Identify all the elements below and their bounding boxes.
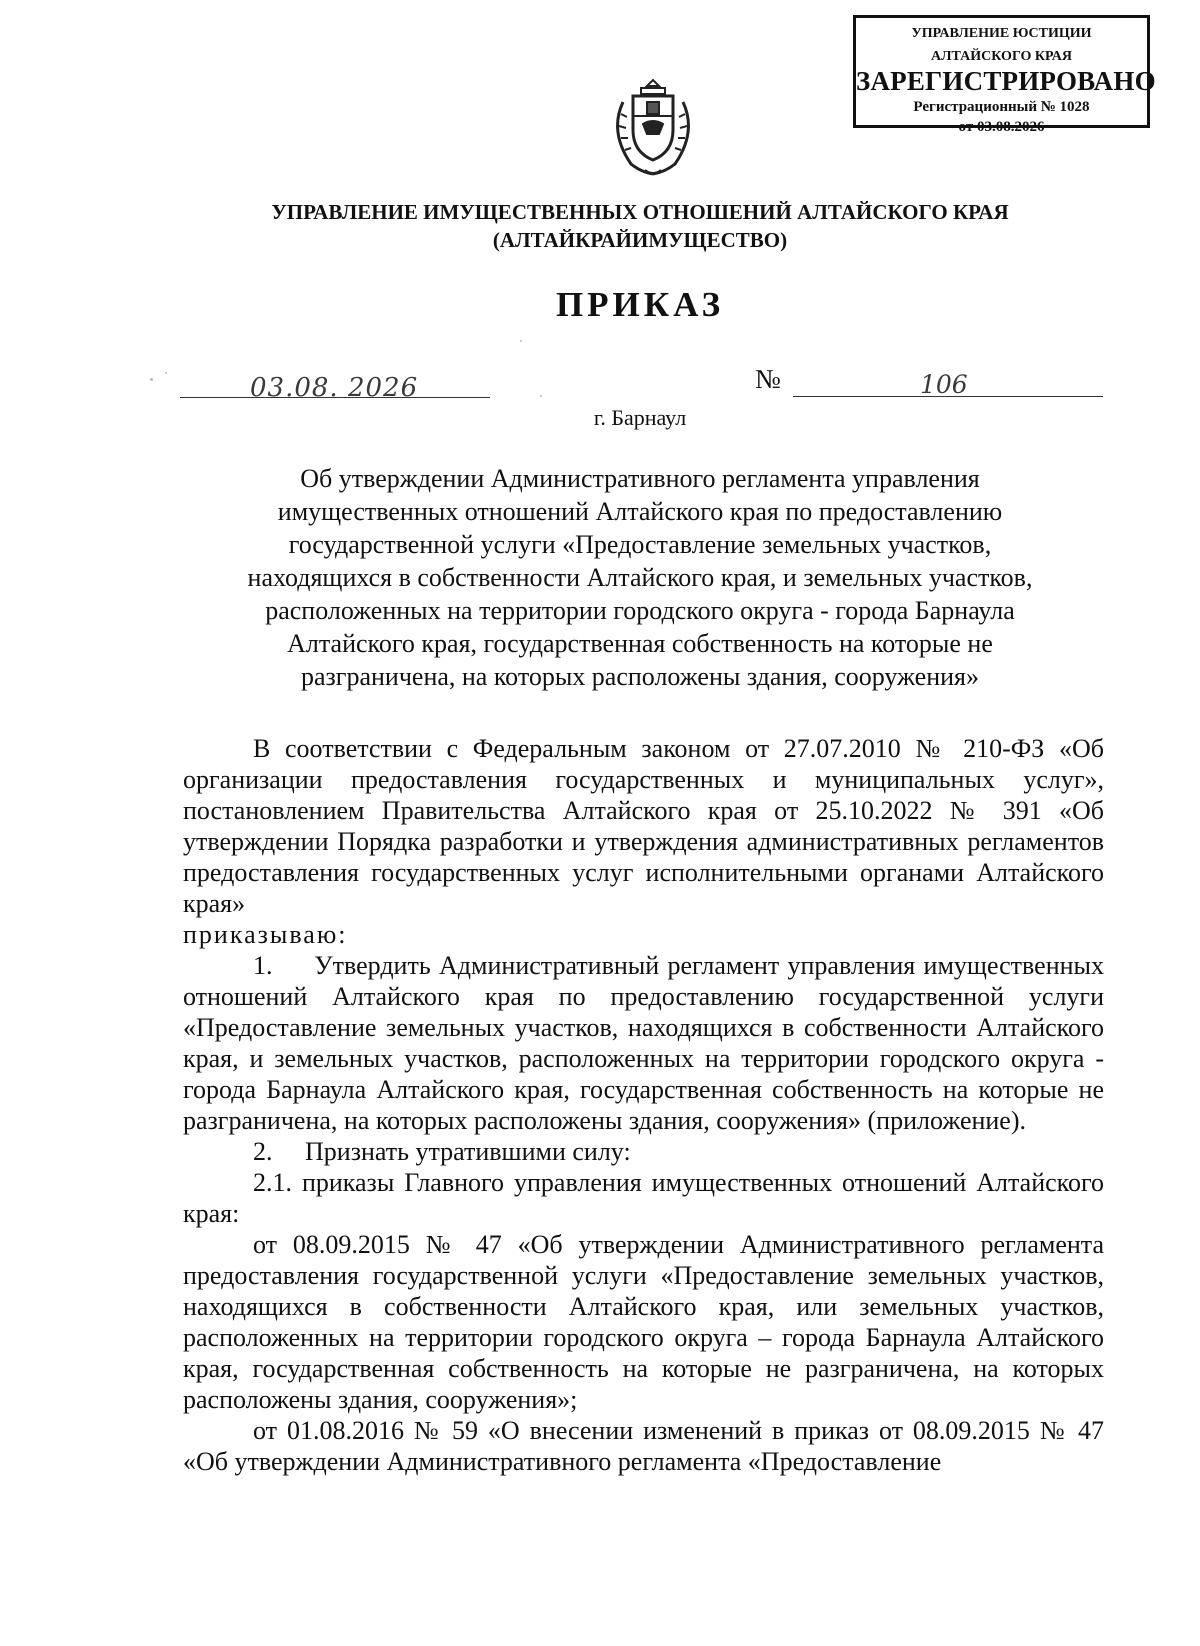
organization-name: УПРАВЛЕНИЕ ИМУЩЕСТВЕННЫХ ОТНОШЕНИЙ АЛТАЙСКОГО КРАЯ — [271, 200, 1009, 224]
organization-short-name: (АЛТАЙКРАЙИМУЩЕСТВО) — [492, 228, 788, 252]
order-subject — [130, 462, 1150, 693]
subject-line: разграничена, на которых расположены здания, сооружения» — [300, 662, 979, 691]
subject-line: имущественных отношений Алтайского края по предоставлению — [277, 497, 1003, 526]
date-underline — [180, 397, 490, 398]
order-date-handwritten: 03.08. 2026 — [250, 373, 419, 403]
subject-line: находящихся в собственности Алтайского края, и земельных участков, — [247, 563, 1033, 592]
subject-line: Алтайского края, государственная собственность на которые не — [287, 629, 993, 658]
coat-of-arms-emblem — [603, 72, 703, 178]
document-title: ПРИКАЗ — [555, 285, 725, 324]
revoked-order-2015: от 08.09.2015 № 47 «Об утверждении Административного регламента предоставления государственной услуги «Предоставление земельных участков, находящихся в собственности Алтайского края, или земельных участков, расположенных на территории городского округа – города Барнаула Алтайского края, государственная собственность на которые не разграничена, на которых расположены здания, сооружения»; — [183, 1230, 1104, 1414]
stamp-authority: УПРАВЛЕНИЕ ЮСТИЦИИ — [911, 26, 1092, 41]
order-word: приказываю: — [183, 920, 348, 949]
scan-speck — [165, 372, 167, 374]
item-2-1-paragraph: 2.1. приказы Главного управления имущественных отношений Алтайского края: — [183, 1168, 1104, 1228]
number-underline — [793, 396, 1103, 397]
order-body — [183, 733, 1104, 1477]
order-number-handwritten: 106 — [920, 370, 968, 399]
subject-line: Об утверждении Административного регламента управления — [300, 464, 980, 493]
scan-speck — [520, 340, 522, 342]
subject-line: расположенных на территории городского округа - города Барнаула — [265, 596, 1015, 625]
subject-line: государственной услуги «Предоставление земельных участков, — [288, 530, 992, 559]
stamp-status: ЗАРЕГИСТРИРОВАНО — [856, 66, 1156, 96]
scan-speck — [150, 378, 153, 381]
stamp-reg-date: от 03.08.2026 — [958, 119, 1045, 135]
city: г. Барнаул — [593, 405, 687, 430]
item-2-paragraph: 2. Признать утратившими силу: — [253, 1137, 631, 1166]
scan-speck — [540, 395, 542, 397]
item-1-paragraph: 1. Утвердить Административный регламент управления имущественных отношений Алтайского края по предоставлению государственной услуги «Предоставление земельных участков, находящихся в собственности Алтайского края, и земельных участков, расположенных на территории городского округа - города Барнаула Алтайского края, государственная собственность на которые не разграничена, на которых расположены здания, сооружения» (приложение). — [183, 951, 1104, 1135]
preamble-paragraph: В соответствии с Федеральным законом от 27.07.2010 № 210-ФЗ «Об организации предоставления государственных и муниципальных услуг», постановлением Правительства Алтайского края от 25.10.2022 № 391 «Об утверждении Порядка разработки и утверждения административных регламентов предоставления государственных услуг исполнительными органами Алтайского края» — [183, 734, 1104, 918]
stamp-region: АЛТАЙСКОГО КРАЯ — [930, 49, 1073, 64]
registration-stamp — [853, 15, 1156, 135]
organization-header — [130, 198, 1150, 254]
stamp-reg-number: Регистрационный № 1028 — [913, 99, 1090, 115]
number-label: № — [755, 364, 781, 394]
revoked-order-2016: от 01.08.2016 № 59 «О внесении изменений в приказ от 08.09.2015 № 47 «Об утверждении Административного регламента «Предоставление — [183, 1416, 1104, 1476]
